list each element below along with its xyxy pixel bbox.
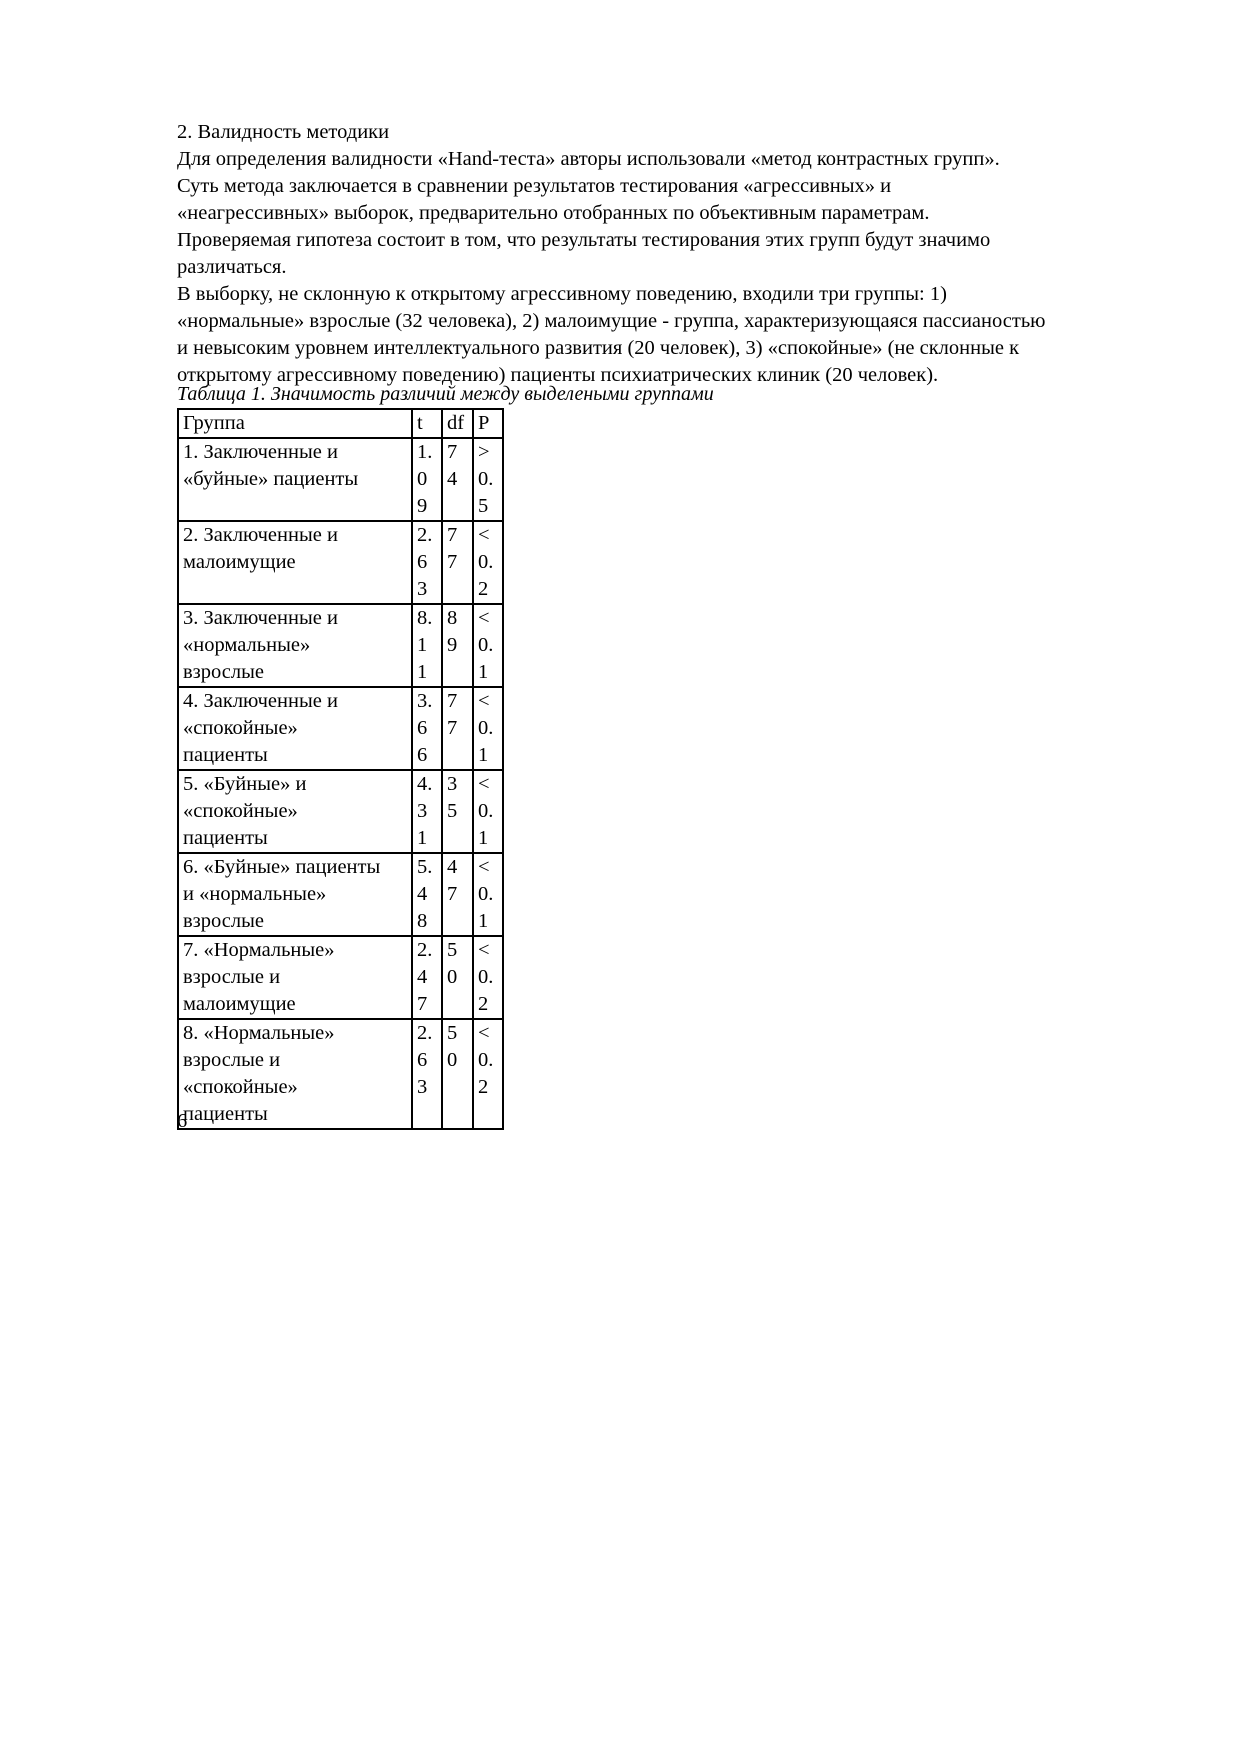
- cell-df-line: 7: [447, 524, 458, 546]
- cell-p-line: >: [478, 441, 490, 463]
- cell-df-line: 7: [447, 441, 458, 463]
- cell-group-line: 6. «Буйные» пациенты: [183, 856, 381, 878]
- cell-p: [473, 853, 503, 936]
- cell-group-line: взрослые: [183, 661, 264, 683]
- table-row: [178, 1019, 503, 1129]
- cell-df-line: 5: [447, 1022, 458, 1044]
- cell-t-line: 1: [417, 661, 428, 683]
- cell-df-line: 5: [447, 800, 458, 822]
- cell-p-line: 0.: [478, 966, 494, 988]
- cell-group: [178, 521, 412, 604]
- table-row: [178, 604, 503, 687]
- cell-t-line: 2.: [417, 939, 433, 961]
- cell-t-line: 1.: [417, 441, 433, 463]
- cell-p-line: <: [478, 607, 490, 629]
- cell-group-line: взрослые и: [183, 966, 281, 988]
- cell-t-line: 4.: [417, 773, 433, 795]
- cell-t-line: 9: [417, 495, 428, 517]
- cell-group: [178, 604, 412, 687]
- cell-t-line: 5.: [417, 856, 433, 878]
- table-row: [178, 521, 503, 604]
- cell-p-line: <: [478, 524, 490, 546]
- cell-t-line: 3: [417, 1076, 428, 1098]
- cell-df: [442, 604, 473, 687]
- cell-p-line: 2: [478, 578, 489, 600]
- cell-p-line: <: [478, 939, 490, 961]
- cell-group: [178, 438, 412, 521]
- header-p: P: [473, 409, 503, 438]
- cell-t-line: 1: [417, 634, 428, 656]
- cell-p-line: 0.: [478, 1049, 494, 1071]
- cell-p-line: 0.: [478, 717, 494, 739]
- header-group: Группа: [178, 409, 412, 438]
- page-number: 6: [177, 1110, 188, 1132]
- cell-df: [442, 936, 473, 1019]
- cell-df-line: 3: [447, 773, 458, 795]
- cell-p: [473, 936, 503, 1019]
- cell-t-line: 6: [417, 717, 428, 739]
- table-row: [178, 936, 503, 1019]
- cell-p-line: <: [478, 690, 490, 712]
- cell-t: [412, 604, 442, 687]
- paragraph-line: Суть метода заключается в сравнении результатов тестирования «агрессивных» и: [177, 175, 892, 197]
- cell-p-line: 1: [478, 827, 489, 849]
- cell-group: [178, 853, 412, 936]
- cell-df: [442, 438, 473, 521]
- cell-group-line: 4. Заключенные и: [183, 690, 338, 712]
- cell-df: [442, 521, 473, 604]
- cell-t-line: 3.: [417, 690, 433, 712]
- table-row: [178, 687, 503, 770]
- cell-p: [473, 770, 503, 853]
- body-text: [177, 119, 1167, 389]
- cell-df: [442, 1019, 473, 1129]
- cell-p-line: 1: [478, 661, 489, 683]
- paragraph-line: различаться.: [177, 256, 287, 278]
- header-df: df: [442, 409, 473, 438]
- cell-t-line: 4: [417, 966, 428, 988]
- cell-group-line: пациенты: [183, 1103, 268, 1125]
- paragraph-line: «нормальные» взрослые (32 человека), 2) малоимущие - группа, характеризующаяся пассианостью: [177, 310, 1046, 332]
- paragraph-line: Для определения валидности «Hand-теста» авторы использовали «метод контрастных групп».: [177, 148, 1000, 170]
- paragraph-line: «неагрессивных» выборок, предварительно отобранных по объективным параметрам.: [177, 202, 930, 224]
- cell-group-line: пациенты: [183, 827, 268, 849]
- cell-group-line: 7. «Нормальные»: [183, 939, 335, 961]
- cell-t: [412, 853, 442, 936]
- cell-df-line: 5: [447, 939, 458, 961]
- cell-df-line: 7: [447, 883, 458, 905]
- cell-df: [442, 687, 473, 770]
- cell-t-line: 3: [417, 578, 428, 600]
- cell-df-line: 4: [447, 856, 458, 878]
- cell-p-line: 1: [478, 910, 489, 932]
- cell-t-line: 8: [417, 910, 428, 932]
- cell-t: [412, 936, 442, 1019]
- cell-group: [178, 1019, 412, 1129]
- cell-t-line: 0: [417, 468, 428, 490]
- cell-group: [178, 687, 412, 770]
- cell-group-line: «нормальные»: [183, 634, 311, 656]
- cell-df-line: 7: [447, 717, 458, 739]
- cell-p-line: <: [478, 856, 490, 878]
- cell-t: [412, 687, 442, 770]
- cell-t: [412, 438, 442, 521]
- paragraph-line: открытому агрессивному поведению) пациенты психиатрических клиник (20 человек).: [177, 364, 939, 386]
- cell-p: [473, 687, 503, 770]
- cell-group-line: взрослые: [183, 910, 264, 932]
- cell-group-line: 2. Заключенные и: [183, 524, 338, 546]
- cell-group-line: 5. «Буйные» и: [183, 773, 307, 795]
- cell-group-line: «спокойные»: [183, 1076, 298, 1098]
- header-t: t: [412, 409, 442, 438]
- cell-t-line: 6: [417, 1049, 428, 1071]
- cell-t-line: 4: [417, 883, 428, 905]
- cell-group-line: малоимущие: [183, 551, 296, 573]
- paragraph-line: В выборку, не склонную к открытому агрессивному поведению, входили три группы: 1): [177, 283, 947, 305]
- cell-p: [473, 604, 503, 687]
- results-table: [177, 408, 504, 1130]
- table-row: [178, 853, 503, 936]
- cell-p-line: 0.: [478, 551, 494, 573]
- cell-t-line: 7: [417, 993, 428, 1015]
- paragraph-line: Проверяемая гипотеза состоит в том, что результаты тестирования этих групп будут значимо: [177, 229, 991, 251]
- cell-p: [473, 521, 503, 604]
- cell-df-line: 9: [447, 634, 458, 656]
- cell-df: [442, 853, 473, 936]
- cell-p-line: 2: [478, 1076, 489, 1098]
- cell-p-line: 0.: [478, 883, 494, 905]
- table-row: [178, 438, 503, 521]
- cell-df: [442, 770, 473, 853]
- cell-p: [473, 438, 503, 521]
- cell-p-line: 1: [478, 744, 489, 766]
- cell-p-line: 0.: [478, 800, 494, 822]
- cell-group-line: взрослые и: [183, 1049, 281, 1071]
- cell-p-line: <: [478, 773, 490, 795]
- cell-df-line: 0: [447, 966, 458, 988]
- cell-df-line: 7: [447, 551, 458, 573]
- table-row: [178, 770, 503, 853]
- cell-t-line: 6: [417, 551, 428, 573]
- cell-t: [412, 770, 442, 853]
- cell-group-line: 8. «Нормальные»: [183, 1022, 335, 1044]
- cell-group-line: «спокойные»: [183, 717, 298, 739]
- cell-group-line: 1. Заключенные и: [183, 441, 338, 463]
- paragraph-line: и невысоким уровнем интеллектуального развития (20 человек), 3) «спокойные» (не склонные к: [177, 337, 1020, 359]
- cell-t-line: 2.: [417, 1022, 433, 1044]
- cell-t: [412, 521, 442, 604]
- cell-group-line: малоимущие: [183, 993, 296, 1015]
- cell-df-line: 0: [447, 1049, 458, 1071]
- cell-df-line: 8: [447, 607, 458, 629]
- cell-group: [178, 936, 412, 1019]
- cell-group-line: и «нормальные»: [183, 883, 327, 905]
- cell-df-line: 7: [447, 690, 458, 712]
- cell-t-line: 6: [417, 744, 428, 766]
- section-title: 2. Валидность методики: [177, 121, 390, 143]
- cell-p: [473, 1019, 503, 1129]
- cell-group-line: 3. Заключенные и: [183, 607, 338, 629]
- cell-p-line: 0.: [478, 468, 494, 490]
- cell-p-line: <: [478, 1022, 490, 1044]
- cell-group-line: «спокойные»: [183, 800, 298, 822]
- cell-t-line: 8.: [417, 607, 433, 629]
- table-header-row: [178, 409, 503, 438]
- cell-group-line: пациенты: [183, 744, 268, 766]
- cell-t: [412, 1019, 442, 1129]
- cell-t-line: 2.: [417, 524, 433, 546]
- cell-p-line: 0.: [478, 634, 494, 656]
- cell-t-line: 3: [417, 800, 428, 822]
- cell-group-line: «буйные» пациенты: [183, 468, 359, 490]
- table-caption: Таблица 1. Значимость различий между выделеными группами: [177, 383, 714, 405]
- cell-p-line: 2: [478, 993, 489, 1015]
- cell-group: [178, 770, 412, 853]
- cell-p-line: 5: [478, 495, 489, 517]
- cell-df-line: 4: [447, 468, 458, 490]
- cell-t-line: 1: [417, 827, 428, 849]
